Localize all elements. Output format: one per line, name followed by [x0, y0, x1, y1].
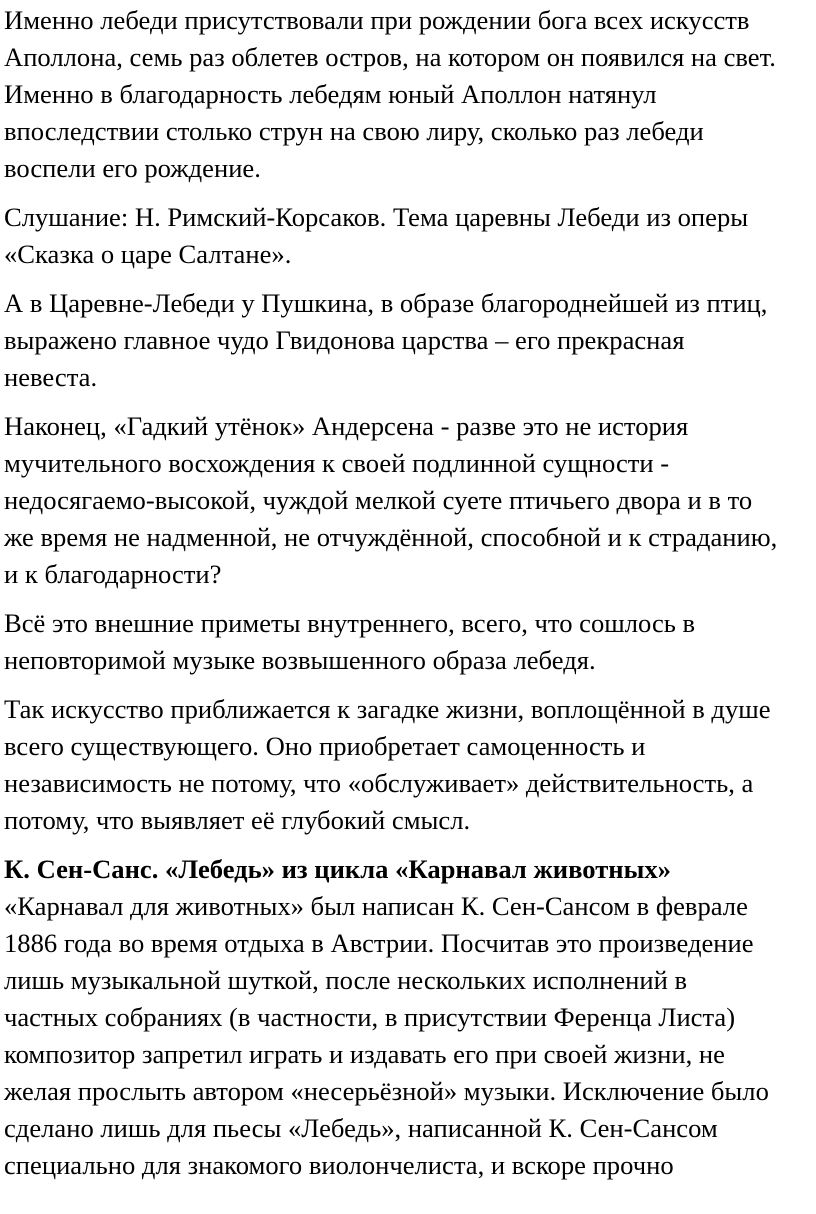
- text-line: лишь музыкальной шуткой, после нескольких исполнений в: [4, 965, 688, 995]
- text-line: специально для знакомого виолончелиста, и вскоре прочно: [4, 1150, 674, 1180]
- text-line: «Сказка о царе Салтане».: [4, 239, 292, 269]
- text-line: А в Царевне-Лебеди у Пушкина, в образе благороднейшей из птиц,: [4, 288, 768, 318]
- paragraph-listening-rimsky-korsakov: [4, 199, 810, 273]
- text-line: Именно лебеди присутствовали при рождении бога всех искусств: [4, 5, 750, 35]
- text-line: Именно в благодарность лебедям юный Аполлон натянул: [4, 79, 657, 109]
- text-line: мучительного восхождения к своей подлинной сущности -: [4, 448, 670, 478]
- text-line: невеста.: [4, 362, 98, 392]
- text-line: недосягаемо-высокой, чуждой мелкой суете птичьего двора и в то: [4, 485, 753, 515]
- text-line: всего существующего. Оно приобретает самоценность и: [4, 731, 646, 761]
- text-line: 1886 года во время отдыха в Австрии. Посчитав это произведение: [4, 928, 754, 958]
- text-line: желая прослыть автором «несерьёзной» музыки. Исключение было: [4, 1076, 769, 1106]
- document-page: [4, 2, 810, 1196]
- text-line: независимость не потому, что «обслуживает» действительность, а: [4, 768, 754, 798]
- text-line: неповторимой музыке возвышенного образа лебедя.: [4, 645, 596, 675]
- text-line: Аполлона, семь раз облетев остров, на котором он появился на свет.: [4, 42, 776, 72]
- text-line: частных собраниях (в частности, в присутствии Ференца Листа): [4, 1002, 736, 1032]
- text-line: и к благодарности?: [4, 559, 222, 589]
- paragraph-art-and-life: [4, 691, 810, 839]
- text-line: «Карнавал для животных» был написан К. Сен-Сансом в феврале: [4, 891, 748, 921]
- text-line: же время не надменной, не отчуждённой, способной и к страданию,: [4, 522, 778, 552]
- text-line: Наконец, «Гадкий утёнок» Андерсена - разве это не история: [4, 411, 689, 441]
- section-heading: К. Сен-Санс. «Лебедь» из цикла «Карнавал животных»: [4, 854, 671, 884]
- paragraph-pushkin-swan-princess: [4, 285, 810, 396]
- text-line: выражено главное чудо Гвидонова царства – его прекрасная: [4, 325, 685, 355]
- text-line: потому, что выявляет её глубокий смысл.: [4, 805, 471, 835]
- text-line: впоследствии столько струн на свою лиру, сколько раз лебеди: [4, 116, 704, 146]
- text-line: Так искусство приближается к загадке жизни, воплощённой в душе: [4, 694, 771, 724]
- text-line: композитор запретил играть и издавать его при своей жизни, не: [4, 1039, 725, 1069]
- paragraph-ugly-duckling: [4, 408, 810, 593]
- text-line: Всё это внешние приметы внутреннего, всего, что сошлось в: [4, 608, 696, 638]
- paragraph-apollo-swans: [4, 2, 810, 187]
- section-saint-saens: [4, 851, 810, 1184]
- text-line: сделано лишь для пьесы «Лебедь», написанной К. Сен-Сансом: [4, 1113, 718, 1143]
- text-line: Слушание: Н. Римский-Корсаков. Тема царевны Лебеди из оперы: [4, 202, 749, 232]
- text-line: воспели его рождение.: [4, 153, 261, 183]
- paragraph-external-signs: [4, 605, 810, 679]
